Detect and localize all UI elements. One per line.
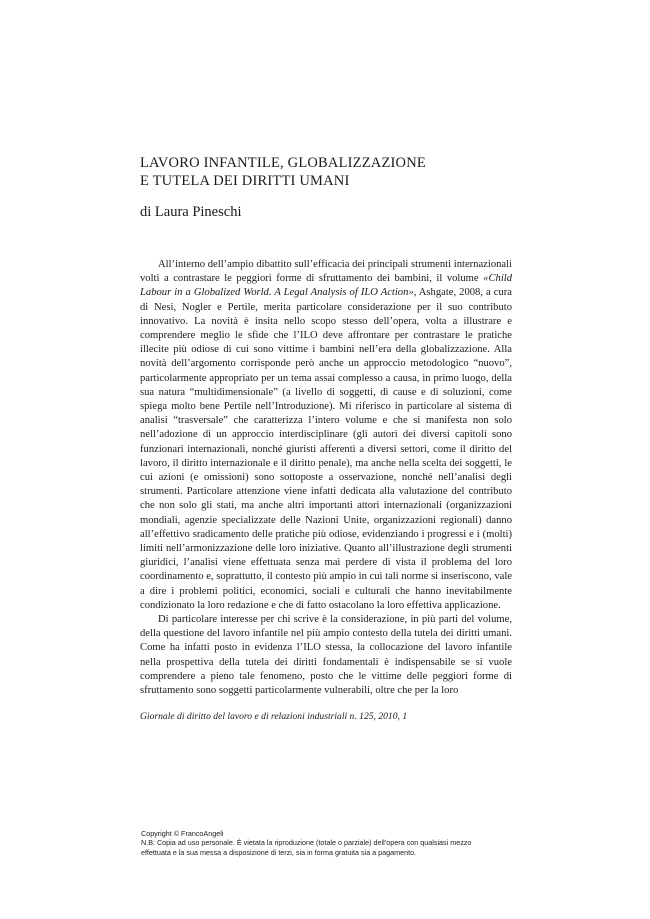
article-title xyxy=(140,154,520,190)
paragraph-1-rest: , Ashgate, 2008, a cura di Nesi, Nogler e Pertile, merita particolare considerazione per il suo contributo innovativo. La novità è insita nello scopo stesso dell’opera, volta a illustrare e comprendere meglio le sfide che l’ILO deve affrontare per contrastare le pratiche illecite più odiose di cui sono vittime i bambini nell’era della globalizzazione. Alla novità dell’argomento corrisponde però anche un approccio metodologico “nuovo”, particolarmente appropriato per un tema assai complesso a causa, in primo luogo, della sua natura “multidimensionale” (a livello di soggetti, di cause e di soluzioni, come spiega molto bene Pertile nell’Introduzione). Mi riferisco in particolare al sistema di analisi “trasversale” che caratterizza l’intero volume e che si manifesta non solo nell’adozione di un approccio interdisciplinare (gli autori dei diversi capitoli sono funzionari internazionali, nonché giuristi afferenti a diversi settori, come il diritto del lavoro, il diritto internazionale e il diritto penale), ma anche nella scelta dei soggetti, le cui azioni (e omissioni) sono sottoposte a osservazione, nonché nell’analisi degli strumenti. Particolare attenzione viene infatti dedicata alla valutazione del contributo che non solo gli stati, ma anche altri importanti attori internazionali (organizzazioni mondiali, agenzie specializzate delle Nazioni Unite, organizzazioni regionali) danno all’effettivo sradicamento delle pratiche più odiose, evidenziando i progressi e i (molti) limiti nell’armonizzazione delle loro iniziative. Quanto all’illustrazione degli strumenti giuridici, l’analisi viene effettuata senza mai perdere di vista il problema del loro coordinamento e, soprattutto, il contesto più ampio in cui tali norme si inseriscono, vale a dire i problemi politici, economici, sociali e culturali che hanno inevitabilmente condizionato la loro redazione e che di fatto ostacolano la loro effettiva applicazione. xyxy=(140,287,512,611)
article-title-line2: E TUTELA DEI DIRITTI UMANI xyxy=(140,173,350,189)
copyright-notice xyxy=(141,829,541,857)
book-title: «Child Labour in a Globalized World. A Legal Analysis of ILO Action» xyxy=(140,273,512,299)
journal-citation: Giornale di diritto del lavoro e di relazioni industriali n. 125, 2010, 1 xyxy=(140,711,408,722)
paragraph-2: Di particolare interesse per chi scrive è la considerazione, in più parti del volume, della questione del lavoro infantile nel più ampio contesto della tutela dei diritti umani. Come ha infatti posto in evidenza l’ILO stessa, la collocazione del lavoro infantile nella prospettiva della tutela dei diritti fondamentali è indispensabile se si vuole comprendere a pieno tale fenomeno, posto che le vittime delle peggiori forme di sfruttamento sono soggetti particolarmente vulnerabili, oltre che per la loro xyxy=(140,614,512,697)
article-author: di Laura Pineschi xyxy=(140,204,242,220)
article-title-line1: LAVORO INFANTILE, GLOBALIZZAZIONE xyxy=(140,155,426,171)
article-body xyxy=(140,258,512,698)
copyright-line1: Copyright © FrancoAngeli xyxy=(141,829,224,838)
paragraph-1 xyxy=(140,258,512,613)
copyright-line3: effettuata e la sua messa a disposizione di terzi, sia in forma gratuita sia a pagamento. xyxy=(141,847,417,857)
copyright-line2: N.B: Copia ad uso personale. È vietata la riproduzione (totale o parziale) dell’opera con qualsiasi mezzo xyxy=(141,838,472,848)
paragraph-1-start: All’interno dell’ampio dibattito sull’efficacia dei principali strumenti internazionali volti a contrastare le peggiori forme di sfruttamento dei bambini, il volume xyxy=(140,259,512,285)
